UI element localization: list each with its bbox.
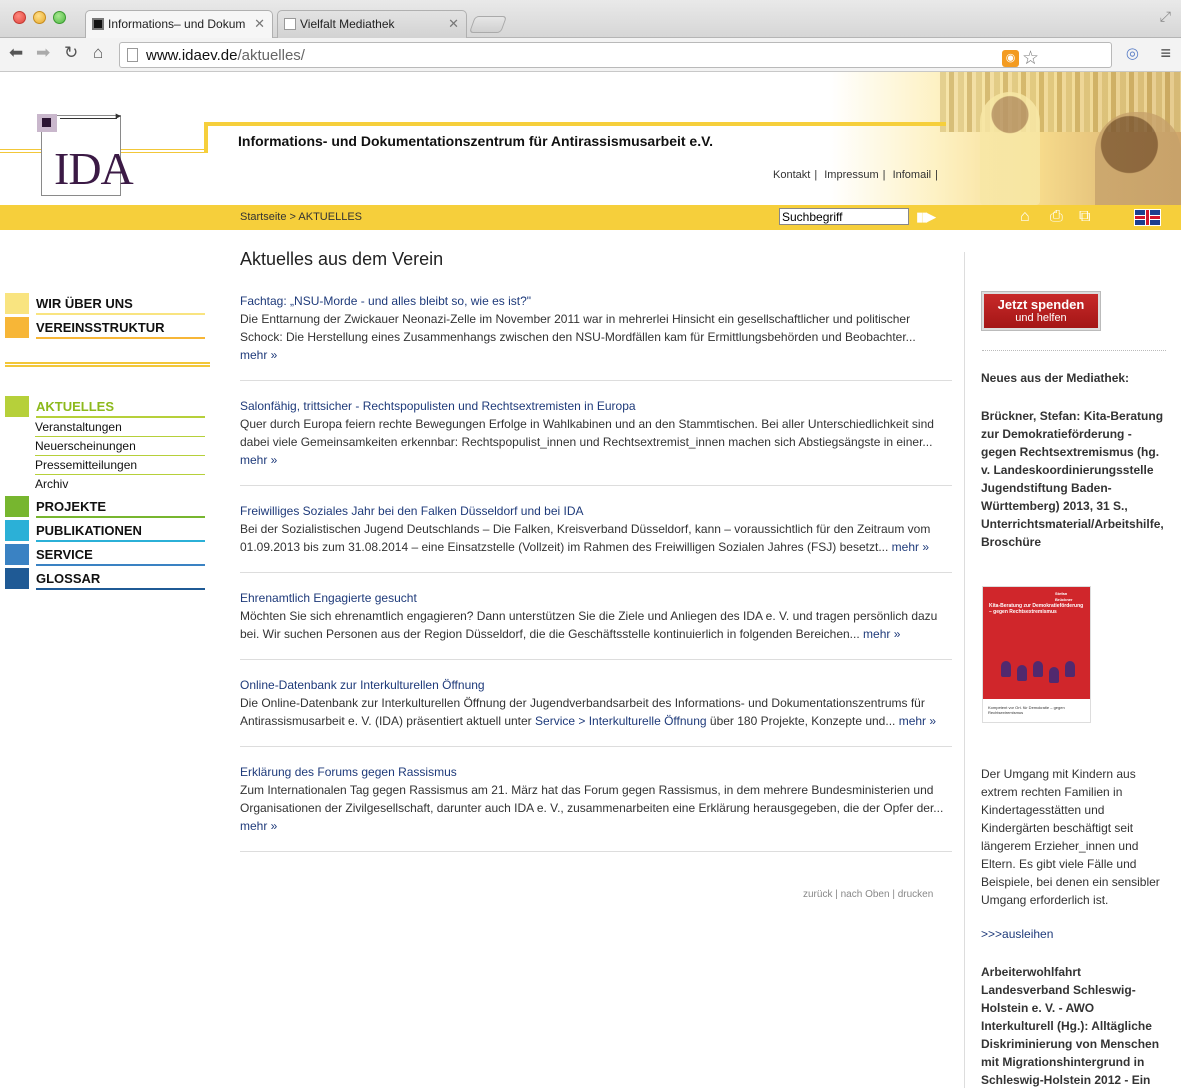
forward-arrow-icon[interactable]: ➡ <box>36 43 51 62</box>
close-tab-icon[interactable]: ✕ <box>448 16 459 31</box>
news-item <box>240 763 952 852</box>
home-icon[interactable]: ⌂ <box>1020 208 1030 225</box>
site-title: Informations- und Dokumentationszentrum für Antirassismusarbeit e.V. <box>238 133 714 149</box>
nav-color-swatch <box>5 544 29 565</box>
logo-square-icon <box>37 114 57 132</box>
nav-divider <box>5 362 210 367</box>
nav-color-swatch <box>5 293 29 314</box>
breadcrumb-bar <box>0 205 1181 230</box>
person-image <box>1095 112 1181 205</box>
tab-ida-aktuelles[interactable] <box>85 10 273 38</box>
borrow-link[interactable]: >>>ausleihen <box>981 927 1054 941</box>
tab-label: Vielfalt Mediathek <box>300 17 395 31</box>
donate-button[interactable] <box>982 292 1100 330</box>
subnav-archiv[interactable]: Archiv <box>35 477 69 491</box>
menu-icon[interactable]: ≡ <box>1160 43 1171 63</box>
rss-icon[interactable]: ◉ <box>1002 50 1019 67</box>
logo-arrow-icon <box>60 118 117 119</box>
nav-color-swatch <box>5 520 29 541</box>
subnav-pressemitteilungen[interactable]: Pressemitteilungen <box>35 456 205 475</box>
news-teaser: Bei der Sozialistischen Jugend Deutschlands – Die Falken, Kreisverband Düsseldorf, kann – voraussichtlich für den Zeitraum vom 01.09.2013 bis zum 31.08.2014 – eine Einsatzstelle (Vollzeit) im Rahmen des Freiwilligen Sozialen Jahres (FSJ) besetzt... <box>240 522 931 554</box>
news-item <box>240 589 952 660</box>
address-bar[interactable] <box>119 42 1112 68</box>
nav-label: WIR ÜBER UNS <box>36 296 133 311</box>
figure-shape <box>1001 661 1011 677</box>
nav-aktuelles[interactable] <box>5 396 205 417</box>
tab-label: Informations– und Dokum <box>108 17 246 31</box>
subnav-neuerscheinungen[interactable]: Neuerscheinungen <box>35 437 205 456</box>
nav-label: PUBLIKATIONEN <box>36 523 142 538</box>
kontakt-link[interactable]: Kontakt <box>773 169 811 181</box>
search-go-icon[interactable]: ▮▮▶ <box>916 209 935 224</box>
nav-glossar[interactable] <box>5 568 205 589</box>
header-divider <box>204 122 208 153</box>
ida-logo[interactable]: IDA <box>54 143 133 194</box>
figure-shape <box>1033 661 1043 677</box>
close-window-icon[interactable] <box>13 11 26 24</box>
sitemap-icon[interactable]: ⧉ <box>1079 208 1091 225</box>
browser-tab-bar <box>0 0 1181 38</box>
book-description: Der Umgang mit Kindern aus extrem rechten Familien in Kindertagesstätten und Kindergärten beschäftigt seit längerem Erzieher_innen und Eltern. Es gibt viele Fälle und Beispiele, bei denen ein sensibler Umgang erforderlich ist. <box>981 767 1160 907</box>
nav-label: PROJEKTE <box>36 499 107 514</box>
book-cover-footer: Kompetent vor Ort. für Demokratie – gegen Rechtsextremismus <box>988 705 1065 715</box>
news-item <box>240 397 952 486</box>
nav-underline <box>36 588 205 590</box>
service-interkulturelle-link[interactable]: Service > Interkulturelle Öffnung <box>535 714 707 728</box>
home-icon[interactable]: ⌂ <box>93 43 104 62</box>
more-link[interactable]: mehr » <box>891 540 930 554</box>
logo-stripe <box>0 149 41 153</box>
logo-stripe <box>121 149 207 153</box>
impressum-link[interactable]: Impressum <box>824 169 879 181</box>
nav-label: VEREINSSTRUKTUR <box>36 320 165 335</box>
tab-vielfalt-mediathek[interactable] <box>277 10 467 38</box>
donate-sublabel: und helfen <box>1015 312 1067 324</box>
minimize-window-icon[interactable] <box>33 11 46 24</box>
news-teaser: über 180 Projekte, Konzepte und... <box>706 714 896 728</box>
sidebar-divider <box>964 252 965 1088</box>
more-link[interactable]: mehr » <box>240 819 278 833</box>
print-icon[interactable]: ⎙ <box>1050 208 1063 225</box>
nav-color-swatch <box>5 568 29 589</box>
nav-service[interactable] <box>5 544 205 565</box>
nav-label: SERVICE <box>36 547 93 562</box>
breadcrumb <box>240 211 362 223</box>
news-teaser: Zum Internationalen Tag gegen Rassismus am 21. März hat das Forum gegen Rassismus, in dem mehrere Bundesministerien und Organisationen der Zivilgesellschaft, darunter auch IDA e. V., zusammenarbeiten eine Erklärung herausgegeben, die der Opfer der... <box>240 783 944 815</box>
breadcrumb-current: AKTUELLES <box>298 211 362 223</box>
separator: | <box>935 169 938 181</box>
more-link[interactable]: mehr » <box>240 453 278 467</box>
news-title-link[interactable]: Salonfähig, trittsicher - Rechtspopulisten und Rechtsextremisten in Europa <box>240 399 636 413</box>
book-cover-title: Kita-Beratung zur Demokratieförderung – gegen Rechtsextremismus <box>989 603 1084 615</box>
sidebar-separator <box>982 350 1166 351</box>
more-link[interactable]: mehr » <box>863 627 901 641</box>
page-icon <box>127 48 138 62</box>
back-link[interactable]: zurück <box>803 889 833 900</box>
ida-favicon-icon <box>92 18 104 30</box>
nav-label: GLOSSAR <box>36 571 101 586</box>
figure-shape <box>1049 667 1059 683</box>
donate-label: Jetzt spenden <box>997 297 1085 312</box>
book-cover-image[interactable] <box>982 586 1091 723</box>
more-link[interactable]: mehr » <box>240 348 278 362</box>
nav-color-swatch <box>5 496 29 517</box>
web-page <box>0 72 1181 1088</box>
search-input[interactable] <box>779 208 909 225</box>
news-title-link[interactable]: Online-Datenbank zur Interkulturellen Öffnung <box>240 678 485 692</box>
nav-wir-ueber-uns[interactable] <box>5 293 205 314</box>
browser-toolbar <box>0 38 1181 72</box>
nav-projekte[interactable] <box>5 496 205 517</box>
fullscreen-icon[interactable]: ⤢ <box>1159 8 1171 24</box>
news-teaser: Die Enttarnung der Zwickauer Neonazi-Zelle im November 2011 war in mehrerlei Hinsicht ein gesellschaftlicher und politischer Schock: Die Herstellung eines Zusammenhangs zwischen den NSU-Mordfällen kam für Ermittlungsbehörden und Beobachter... <box>240 312 916 344</box>
separator: | <box>882 169 886 181</box>
nav-underline <box>36 337 205 339</box>
news-title-link[interactable]: Fachtag: „NSU-Morde - und alles bleibt so, wie es ist?" <box>240 294 532 308</box>
back-arrow-icon[interactable]: ⬅ <box>9 43 24 62</box>
news-item <box>240 502 952 573</box>
mediathek-heading: Neues aus der Mediathek: <box>981 371 1130 385</box>
more-link[interactable]: mehr » <box>898 714 937 728</box>
breadcrumb-home-link[interactable]: Startseite <box>240 211 287 223</box>
figure-shape <box>1065 661 1075 677</box>
nav-vereinsstruktur[interactable] <box>5 317 205 338</box>
separator: | <box>814 169 818 181</box>
reload-icon[interactable]: ↻ <box>64 43 79 62</box>
english-flag-icon[interactable] <box>1134 209 1161 226</box>
url-path: /aktuelles/ <box>237 47 305 64</box>
header-divider <box>206 122 946 126</box>
news-item <box>240 292 952 381</box>
news-item <box>240 676 952 747</box>
to-top-link[interactable]: nach Oben <box>840 889 890 900</box>
book-title: Arbeiterwohlfahrt Landesverband Schleswig-Holstein e. V. - AWO Interkulturell (Hg.): Alltägliche Diskriminierung von Menschen mit Migrationshintergrund in Schleswig-Holstein 2012 - Ein <box>981 965 1160 1087</box>
nav-color-swatch <box>5 317 29 338</box>
subnav-veranstaltungen[interactable]: Veranstaltungen <box>35 418 205 437</box>
extension-icon[interactable]: ◎ <box>1125 45 1139 62</box>
url-host: www.idaev.de <box>146 47 238 64</box>
book-cover-author: Stefan Brückner <box>1055 591 1073 602</box>
bookmark-star-icon[interactable]: ☆ <box>1021 48 1039 69</box>
header-photo <box>830 72 1181 205</box>
breadcrumb-separator: > <box>286 211 299 223</box>
nav-underline <box>36 564 205 566</box>
news-teaser: Möchten Sie sich ehrenamtlich engagieren? Dann unterstützen Sie die Ziele und Anliegen des IDA e. V. und tragen persönlich dazu bei. Wir suchen Personen aus der Region Düsseldorf, die die Geschäftsstelle kontinuierlich in folgenden Bereichen... <box>240 609 938 641</box>
close-tab-icon[interactable]: ✕ <box>254 16 265 31</box>
print-link[interactable]: drucken <box>897 889 934 900</box>
news-title-link[interactable]: Ehrenamtlich Engagierte gesucht <box>240 591 417 605</box>
news-teaser: Quer durch Europa feiern rechte Bewegungen Erfolge in Wahlkabinen und an den Stammtischen. Bei aller Unterschiedlichkeit sind dabei viele Gemeinsamkeiten erkennbar: Rechtspopulist_innen und Rechtsextremist_innen machen sich Abstiegsängste in einer... <box>240 417 934 449</box>
figure-shape <box>1017 665 1027 681</box>
nav-color-swatch <box>5 396 29 417</box>
news-title-link[interactable]: Freiwilliges Soziales Jahr bei den Falken Düsseldorf und bei IDA <box>240 504 584 518</box>
footer-links: zurück | nach Oben | drucken <box>803 889 934 900</box>
zoom-window-icon[interactable] <box>53 11 66 24</box>
news-title-link[interactable]: Erklärung des Forums gegen Rassismus <box>240 765 457 779</box>
nav-underline <box>36 540 205 542</box>
page-title: Aktuelles aus dem Verein <box>240 249 444 269</box>
nav-publikationen[interactable] <box>5 520 205 541</box>
book-title: Brückner, Stefan: Kita-Beratung zur Demokratieförderung - gegen Rechtsextremismus (hg. v. Landeskoordinierungsstelle Jugendstiftung Baden-Württemberg) 2013, 31 S., Unterrichtsmaterial/Arbeitshilfe, Broschüre <box>981 409 1164 549</box>
infomail-link[interactable]: Infomail <box>892 169 932 181</box>
new-tab-button[interactable] <box>469 16 507 33</box>
book-cover-front <box>983 587 1090 699</box>
news-teaser: Die Online-Datenbank zur Interkulturellen Öffnung der Jugendverbandsarbeit des Informations- und Dokumentationszentrums für Antirassismusarbeit e. V. (IDA) präsentiert aktuell unter <box>240 696 925 728</box>
nav-label: AKTUELLES <box>36 399 114 414</box>
nav-underline <box>36 516 205 518</box>
top-links <box>773 169 942 181</box>
page-favicon-icon <box>284 18 296 30</box>
nav-underline <box>36 313 205 315</box>
person-image <box>980 92 1040 205</box>
